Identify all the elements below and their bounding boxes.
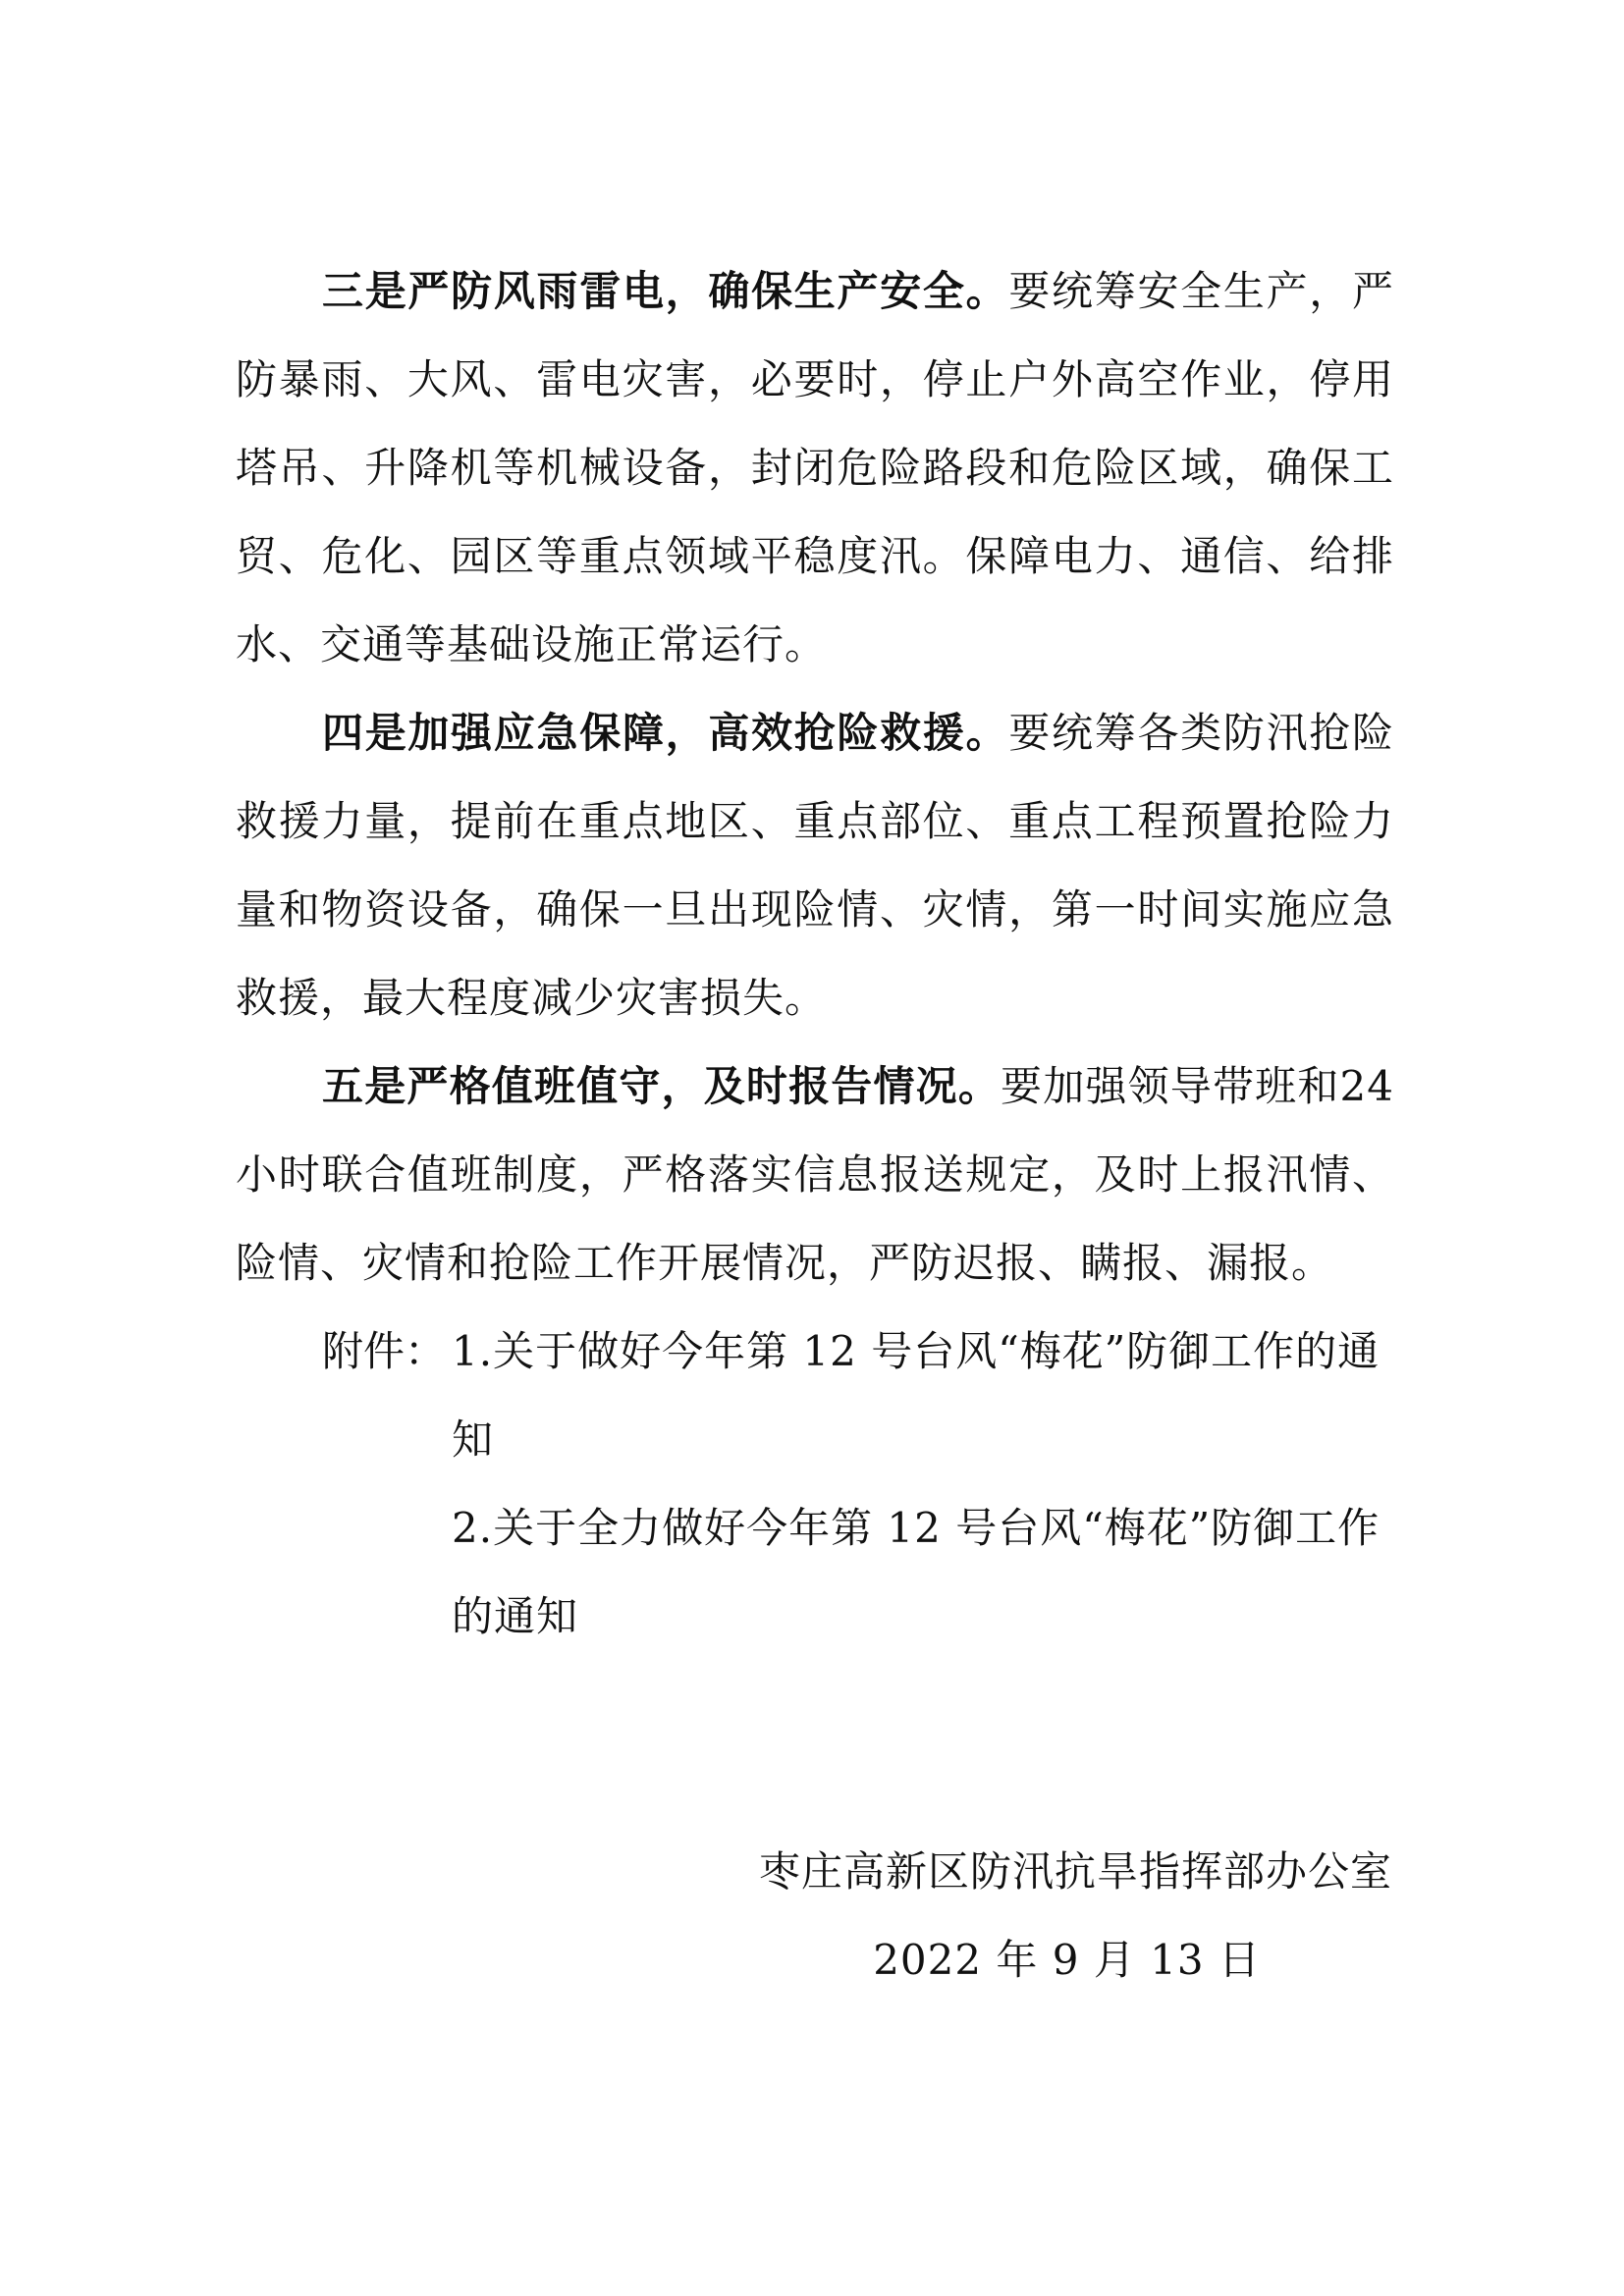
document-body [236, 247, 1394, 1661]
paragraph-five-text: 要加强领导带班和24 小时联合值班制度，严格落实信息报送规定，及时上报汛情、险情、灾情和抢险工作开展情况，严防迟报、瞒报、漏报。 [236, 1062, 1394, 1287]
paragraph-three [236, 247, 1394, 689]
attachments-list [452, 1308, 1394, 1661]
signature-org: 枣庄高新区防汛抗旱指挥部办公室 [758, 1847, 1392, 1896]
paragraph-four-text: 要统筹各类防汛抢险救援力量，提前在重点地区、重点部位、重点工程预置抢险力量和物资设备，确保一旦出现险情、灾情，第一时间实施应急救援，最大程度减少灾害损失。 [236, 709, 1394, 1022]
attachment-item-2: 2.关于全力做好今年第 12 号台风“梅花”防御工作的通知 [452, 1504, 1380, 1640]
attachments-section [236, 1308, 1394, 1661]
paragraph-five-lead: 五是严格值班值守，及时报告情况。 [322, 1062, 1001, 1110]
paragraph-four-lead: 四是加强应急保障，高效抢险救援。 [322, 709, 1009, 757]
attachment-item-1: 1.关于做好今年第 12 号台风“梅花”防御工作的通知 [452, 1327, 1380, 1464]
paragraph-three-lead: 三是严防风雨雷电，确保生产安全。 [322, 267, 1009, 315]
signature-date: 2022 年 9 月 13 日 [873, 1936, 1261, 1984]
attachments-label: 附件： [322, 1327, 447, 1375]
paragraph-five [236, 1042, 1394, 1308]
paragraph-three-text: 要统筹安全生产，严防暴雨、大风、雷电灾害，必要时，停止户外高空作业，停用塔吊、升降机等机械设备，封闭危险路段和危险区域，确保工贸、危化、园区等重点领域平稳度汛。保障电力、通信、给排水、交通等基础设施正常运行。 [236, 267, 1394, 668]
paragraph-four [236, 689, 1394, 1042]
